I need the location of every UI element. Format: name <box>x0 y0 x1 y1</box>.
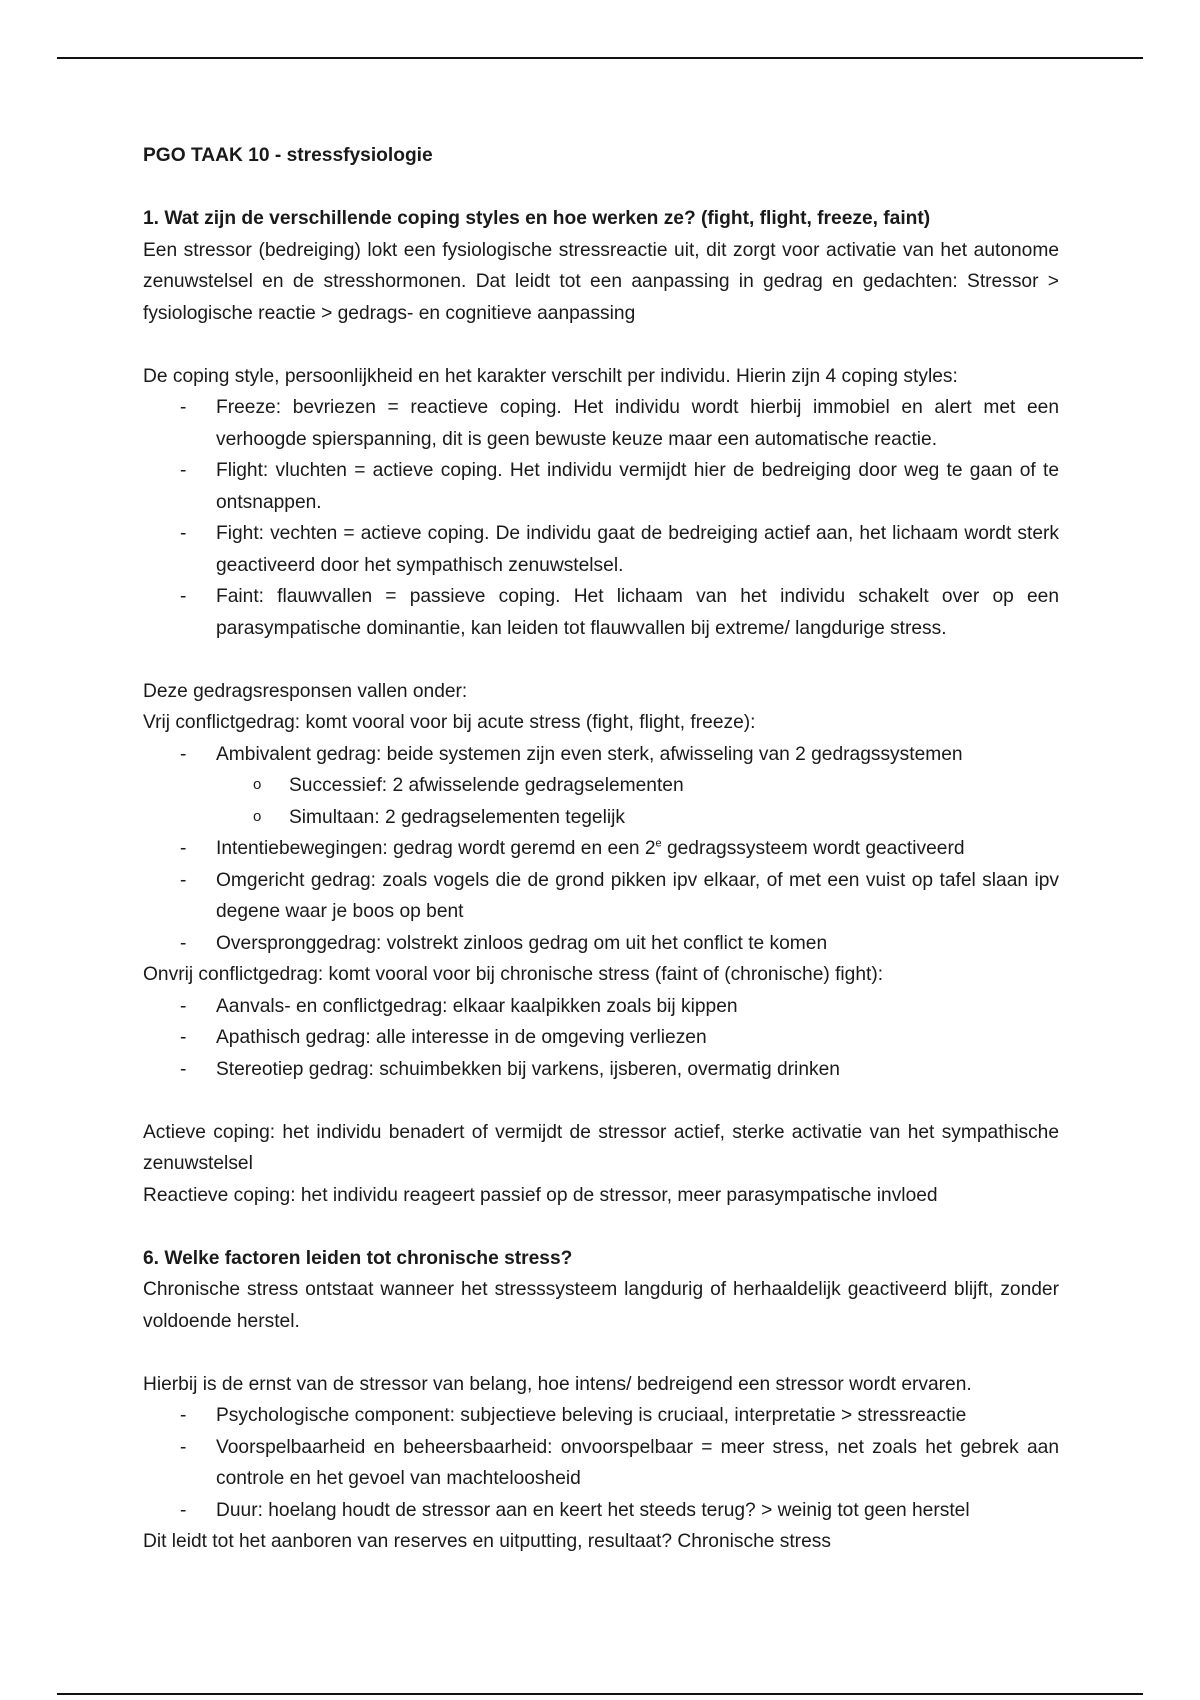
vrij-conflictgedrag-list <box>143 739 1059 960</box>
list-item: - Duur: hoelang houdt de stressor aan en keert het steeds terug? > weinig tot geen herstel <box>216 1495 1059 1527</box>
reactieve-coping-text: Reactieve coping: het individu reageert passief op de stressor, meer parasympatische invloed <box>143 1184 938 1206</box>
onvrij-conflictgedrag-label: Onvrij conflictgedrag: komt vooral voor bij chronische stress (faint of (chronische) fight): <box>143 964 884 985</box>
spacer <box>143 1211 1059 1243</box>
coping-styles-list <box>143 392 1059 644</box>
question-6-heading: 6. Welke factoren leiden tot chronische stress? <box>143 1247 573 1269</box>
vrij-conflictgedrag-label: Vrij conflictgedrag: komt vooral voor bij acute stress (fight, flight, freeze): <box>143 712 756 733</box>
question-1-heading: 1. Wat zijn de verschillende coping styles en hoe werken ze? (fight, flight, freeze, faint) <box>143 208 931 229</box>
spacer <box>143 329 1059 361</box>
list-item: - Stereotiep gedrag: schuimbekken bij varkens, ijsberen, overmatig drinken <box>216 1054 1059 1086</box>
responses-intro: Deze gedragsresponsen vallen onder: <box>143 680 468 702</box>
conclusion-text: Dit leidt tot het aanboren van reserves en uitputting, resultaat? Chronische stress <box>143 1531 831 1552</box>
factors-list <box>143 1400 1059 1526</box>
list-item: - Voorspelbaarheid en beheersbaarheid: onvoorspelbaar = meer stress, net zoals het gebrek aan controle en het gevoel van machteloosheid <box>216 1432 1059 1495</box>
footer-rule <box>57 1693 1143 1695</box>
header-rule <box>57 57 1143 59</box>
list-item: - Freeze: bevriezen = reactieve coping. Het individu wordt hierbij immobiel en alert met een verhoogde spierspanning, dit is geen bewuste keuze maar een automatische reactie. <box>216 392 1059 455</box>
list-item <box>216 833 1059 865</box>
list-item: - Apathisch gedrag: alle interesse in de omgeving verliezen <box>216 1022 1059 1054</box>
question-1-intro: Een stressor (bedreiging) lokt een fysiologische stressreactie uit, dit zorgt voor activatie van het autonome zenuwstelsel en de stresshormonen. Dat leidt tot een aanpassing in gedrag en gedachten: Stressor > fysiologische reactie > gedrags- en cognitieve aanpassing <box>143 239 1059 324</box>
document-title: PGO TAAK 10 - stressfysiologie <box>143 145 433 166</box>
list-item: - Omgericht gedrag: zoals vogels die de grond pikken ipv elkaar, of met een vuist op tafel slaan ipv degene waar je boos op bent <box>216 865 1059 928</box>
coping-styles-intro: De coping style, persoonlijkheid en het karakter verschilt per individu. Hierin zijn 4 coping styles: <box>143 365 958 387</box>
ordinal-superscript: e <box>655 837 662 850</box>
list-item: - Overspronggedrag: volstrekt zinloos gedrag om uit het conflict te komen <box>216 928 1059 960</box>
list-item: - Flight: vluchten = actieve coping. Het individu vermijdt hier de bedreiging door weg te gaan of te ontsnappen. <box>216 455 1059 518</box>
sub-list-item: o Simultaan: 2 gedragselementen tegelijk <box>289 802 1059 834</box>
intentie-text-b: gedragssysteem wordt geactiveerd <box>661 838 965 859</box>
onvrij-conflictgedrag-list <box>143 991 1059 1086</box>
factors-intro: Hierbij is de ernst van de stressor van belang, hoe intens/ bedreigend een stressor wordt ervaren. <box>143 1373 972 1395</box>
intentie-text-a: Intentiebewegingen: gedrag wordt geremd en een 2 <box>216 838 656 859</box>
list-item: - Fight: vechten = actieve coping. De individu gaat de bedreiging actief aan, het lichaam wordt sterk geactiveerd door het sympathisch zenuwstelsel. <box>216 518 1059 581</box>
list-item: - Faint: flauwvallen = passieve coping. Het lichaam van het individu schakelt over op een parasympatische dominantie, kan leiden tot flauwvallen bij extreme/ langdurige stress. <box>216 581 1059 644</box>
sub-list-item: o Successief: 2 afwisselende gedragselementen <box>289 770 1059 802</box>
list-item: - Aanvals- en conflictgedrag: elkaar kaalpikken zoals bij kippen <box>216 991 1059 1023</box>
list-item: - Psychologische component: subjectieve beleving is cruciaal, interpretatie > stressreactie <box>216 1400 1059 1432</box>
spacer <box>143 1337 1059 1369</box>
ambivalent-text: Ambivalent gedrag: beide systemen zijn even sterk, afwisseling van 2 gedragssystemen <box>216 743 963 765</box>
document-body <box>143 140 1059 1558</box>
spacer <box>143 172 1059 204</box>
question-6-intro: Chronische stress ontstaat wanneer het stresssysteem langdurig of herhaaldelijk geactiveerd blijft, zonder voldoende herstel. <box>143 1279 1059 1332</box>
list-item <box>216 739 1059 834</box>
ambivalent-sublist <box>216 770 1059 833</box>
actieve-coping-text: Actieve coping: het individu benadert of vermijdt de stressor actief, sterke activatie van het sympathische zenuwstelsel <box>143 1121 1059 1174</box>
spacer <box>143 1085 1059 1117</box>
spacer <box>143 644 1059 676</box>
